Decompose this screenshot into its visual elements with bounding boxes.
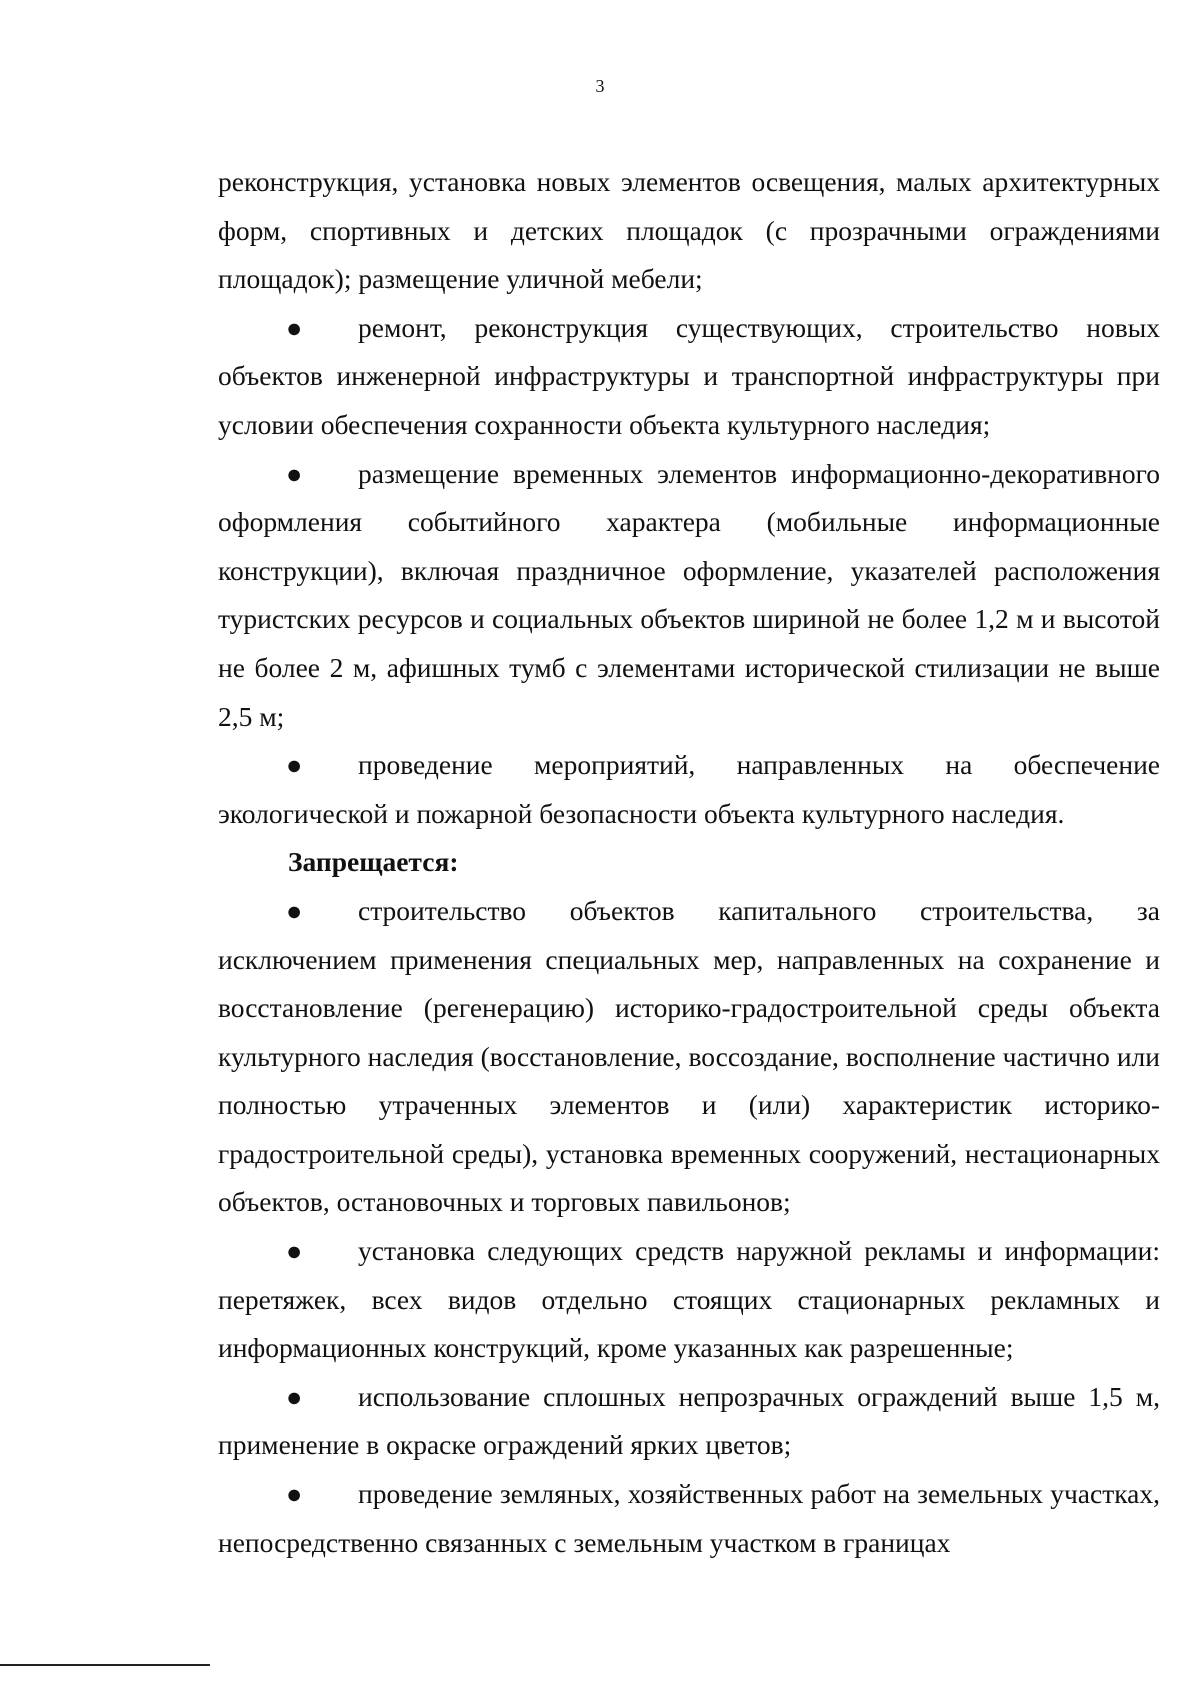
page-number: 3 xyxy=(595,76,605,96)
bullet-text: проведение земляных, хозяйственных работ на земельных участках, непосредственно связанных с земельным участком в границах xyxy=(218,1478,1160,1558)
bullet-icon: ● xyxy=(286,1236,303,1267)
bullet-item xyxy=(218,304,1160,450)
bullet-item xyxy=(218,1227,1160,1373)
bullet-icon: ● xyxy=(286,895,303,926)
document-body xyxy=(218,158,1160,1567)
bullet-item xyxy=(218,1373,1160,1470)
bullet-icon: ● xyxy=(286,1479,303,1510)
bullet-text: проведение мероприятий, направленных на обеспечение экологической и пожарной безопасности объекта культурного наследия. xyxy=(218,749,1160,829)
bullet-item xyxy=(218,887,1160,1227)
bullet-item xyxy=(218,450,1160,742)
bullet-item xyxy=(218,1470,1160,1567)
bullet-text: установка следующих средств наружной рекламы и информации: перетяжек, всех видов отдельно стоящих стационарных рекламных и информационных конструкций, кроме указанных как разрешенные; xyxy=(218,1235,1160,1364)
paragraph xyxy=(218,158,1160,304)
bullet-text: размещение временных элементов информационно-декоративного оформления событийного характера (мобильные информационные конструкции), включая праздничное оформление, указателей расположения туристских ресурсов и социальных объектов шириной не более 1,2 м и высотой не более 2 м, афишных тумб с элементами исторической стилизации не выше 2,5 м; xyxy=(218,457,1160,732)
bullet-icon: ● xyxy=(286,1381,303,1412)
footnote-rule xyxy=(0,1664,210,1666)
bullet-text: строительство объектов капитального строительства, за исключением применения специальных мер, направленных на сохранение и восстановление (регенерацию) историко-градостроительной среды объекта культурного наследия (восстановление, воссоздание, восполнение частично или полностью утраченных элементов и (или) характеристик историко-градостроительной среды), установка временных сооружений, нестационарных объектов, остановочных и торговых павильонов; xyxy=(218,894,1160,1218)
bullet-text: использование сплошных непрозрачных ограждений выше 1,5 м, применение в окраске ограждений ярких цветов; xyxy=(218,1380,1160,1461)
bullet-text: ремонт, реконструкция существующих, строительство новых объектов инженерной инфраструктуры и транспортной инфраструктуры при условии обеспечения сохранности объекта культурного наследия; xyxy=(218,311,1160,440)
paragraph-text: реконструкция, установка новых элементов освещения, малых архитектурных форм, спортивных и детских площадок (с прозрачными ограждениями площадок); размещение уличной мебели; xyxy=(218,166,1160,295)
section-heading: Запрещается: xyxy=(288,846,459,878)
bullet-icon: ● xyxy=(286,458,303,489)
bullet-item xyxy=(218,741,1160,838)
bullet-icon: ● xyxy=(286,312,303,343)
bullet-icon: ● xyxy=(286,750,303,781)
